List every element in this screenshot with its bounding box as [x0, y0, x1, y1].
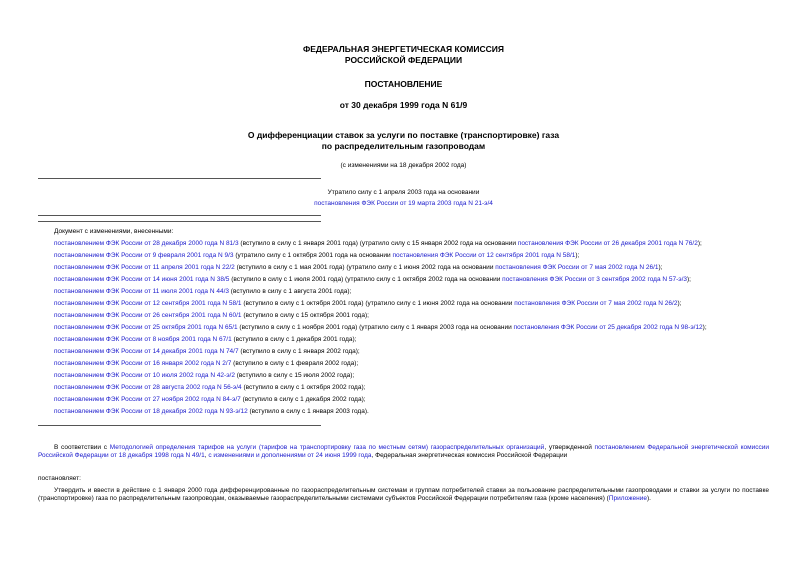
amendment-item	[54, 264, 769, 272]
amendment-item	[54, 372, 769, 380]
amendment-text: (вступило в силу с 1 октября 2001 года) (утратило силу с 1 июня 2002 года на основании	[241, 300, 515, 308]
amendment-text: (утратило силу с 1 октября 2001 года на основании	[233, 252, 393, 260]
amendment-text: (вступило в силу с 1 ноября 2001 года) (утратило силу с 1 января 2003 года на основании	[237, 324, 514, 332]
resolution-49-1-link[interactable]: постановлением Федеральной энергетической комиссии Российской Федерации от 18 декабря 1998 года N 49/1	[38, 444, 770, 460]
doc-title-line2: по распределительным газопроводам	[321, 141, 486, 152]
p1-text-end: , Федеральная энергетическая комиссия Российской Федерации	[371, 452, 568, 460]
amendment-tail: );	[702, 324, 707, 332]
doc-date: от 30 декабря 1999 года N 61/9	[339, 100, 468, 111]
amendment-link[interactable]: постановлением ФЭК России от 9 февраля 2001 года N 9/3	[54, 252, 234, 260]
paragraph-basis	[38, 444, 769, 461]
amendment-link[interactable]: постановлением ФЭК России от 18 декабря 2002 года N 93-э/12	[54, 408, 248, 416]
amendment-item	[54, 300, 769, 308]
amendment-link[interactable]: постановлением ФЭК России от 28 декабря 2000 года N 81/3	[54, 240, 239, 248]
amendment-basis-link[interactable]: постановления ФЭК России от 26 декабря 2001 года N 76/2	[517, 240, 698, 248]
amendment-tail: );	[687, 276, 691, 284]
amendment-item	[54, 252, 769, 260]
amendment-item	[54, 408, 769, 416]
amendment-link[interactable]: постановлением ФЭК России от 8 ноября 2001 года N 67/1	[54, 336, 232, 344]
amendment-text: (вступило в силу с 1 января 2002 года);	[238, 348, 360, 356]
amendment-item	[54, 384, 769, 392]
p3-text: Утвердить и ввести в действие с 1 января 2000 года дифференцированные по газораспределительным системам и группам потребителей ставки за пользование распределительными газопроводами и ставки за услуги по поставке (транспортировке) газа по распределительным газопроводам, оказываемые газораспределительными системами субъектов Российской Федерации потребителям газа (кроме населения) (	[38, 487, 769, 503]
amendment-tail: );	[658, 264, 663, 272]
amendment-item	[38, 324, 769, 332]
changes-note: (с изменениями на 18 декабря 2002 года)	[340, 162, 467, 169]
amendment-item	[54, 336, 769, 344]
amendment-basis-link[interactable]: постановления ФЭК России от 12 сентября 2001 года N 58/1	[392, 252, 576, 260]
divider-3	[38, 221, 321, 222]
amendment-text: (вступило в силу с 15 июля 2002 года);	[234, 372, 355, 380]
amendment-text: (вступило в силу с 1 января 2001 года) (утратило силу с 15 января 2002 года на основании	[238, 240, 518, 248]
amendment-link[interactable]: постановлением ФЭК России от 16 января 2002 года N 2/7	[54, 360, 232, 368]
amendment-basis-link[interactable]: постановления ФЭК России от 25 декабря 2002 года N 98-э/12	[513, 324, 703, 332]
amendment-link[interactable]: постановлением ФЭК России от 27 ноября 2002 года N 84-э/7	[54, 396, 241, 404]
amendment-link[interactable]: постановлением ФЭК России от 11 июля 2001 года N 44/3	[54, 288, 229, 296]
paragraph-approve	[38, 487, 769, 504]
amendment-text: (вступило в силу с 1 июля 2001 года) (утратило силу с 1 октября 2002 года на основании	[229, 276, 503, 284]
org-name-line1: ФЕДЕРАЛЬНАЯ ЭНЕРГЕТИЧЕСКАЯ КОМИССИЯ	[302, 44, 504, 54]
doc-type: ПОСТАНОВЛЕНИЕ	[364, 78, 443, 89]
appendix-link[interactable]: Приложение	[608, 495, 647, 503]
amendment-tail: );	[575, 252, 580, 260]
amendment-item	[38, 240, 769, 248]
amendment-link[interactable]: постановлением ФЭК России от 26 сентября 2001 года N 60/1	[54, 312, 242, 320]
amendment-tail: );	[697, 240, 702, 248]
document-header	[38, 44, 769, 153]
amendment-text: (вступило в силу с 1 декабря 2002 года);	[240, 396, 366, 404]
amendment-text: (вступило в силу с 1 февраля 2002 года);	[231, 360, 359, 368]
amendment-link[interactable]: постановлением ФЭК России от 10 июля 2002 года N 42-э/2	[54, 372, 235, 380]
methodology-link[interactable]: Методологией определения тарифов на услуги (тарифов на транспортировку газа по местным сетям) газораспределительных организаций	[109, 444, 545, 451]
amendment-basis-link[interactable]: постановления ФЭК России от 3 сентября 2002 года N 57-э/3	[502, 276, 688, 284]
divider-4	[38, 425, 321, 426]
p1-text-mid2: ,	[204, 452, 209, 460]
status-link[interactable]: постановления ФЭК России от 19 марта 2003 года N 21-э/4	[314, 200, 493, 208]
amendments-intro: Документ с изменениями, внесенными:	[54, 228, 174, 235]
doc-title-line1: О дифференциации ставок за услуги по поставке (транспортировке) газа	[247, 129, 560, 140]
amendment-item	[54, 276, 769, 284]
amendment-text: (вступило в силу с 1 мая 2001 года) (утратило силу с 1 июня 2002 года на основании	[234, 264, 496, 272]
p3-text-end: ).	[646, 495, 651, 503]
status-text: Утратило силу с 1 апреля 2003 года на основании	[327, 189, 480, 196]
divider-1	[38, 178, 321, 179]
amendment-item	[54, 288, 769, 296]
divider-2	[38, 215, 321, 216]
org-name-line2: РОССИЙСКОЙ ФЕДЕРАЦИИ	[344, 55, 463, 66]
amendment-link[interactable]: постановлением ФЭК России от 14 декабря 2001 года N 74/7	[54, 348, 239, 356]
amendment-tail: );	[677, 300, 682, 308]
amendment-link[interactable]: постановлением ФЭК России от 12 сентября 2001 года N 58/1	[54, 300, 242, 308]
amendments-block	[38, 228, 769, 421]
amendment-link[interactable]: постановлением ФЭК России от 28 августа 2002 года N 56-э/4	[54, 384, 242, 392]
amendment-text: (вступило в силу с 1 августа 2001 года);	[229, 288, 352, 296]
amendment-text: (вступило в силу с 1 декабря 2001 года);	[231, 336, 357, 344]
amendment-link[interactable]: постановлением ФЭК России от 25 октября 2001 года N 65/1	[54, 324, 238, 332]
amendment-text: (вступило в силу с 15 октября 2001 года);	[241, 312, 369, 320]
amendment-basis-link[interactable]: постановления ФЭК России от 7 мая 2002 года N 26/2	[514, 300, 678, 308]
amendments-list	[54, 240, 769, 417]
p1-text-start: В соответствии с	[54, 444, 110, 451]
amendment-item	[54, 396, 769, 404]
amendment-link[interactable]: постановлением ФЭК России от 14 июня 2001 года N 38/5	[54, 276, 230, 284]
amendment-item	[54, 348, 769, 356]
amendments-1999-link[interactable]: с изменениями и дополнениями от 24 июня 1999 года	[208, 452, 372, 460]
amendment-item	[54, 312, 769, 320]
status-block	[38, 189, 769, 209]
p1-text-mid: , утвержденной	[544, 444, 595, 451]
amendment-link[interactable]: постановлением ФЭК России от 11 апреля 2001 года N 22/2	[54, 264, 235, 272]
paragraph-resolves: постановляет:	[38, 475, 81, 482]
amendment-text: (вступило в силу с 1 октября 2002 года);	[241, 384, 366, 392]
amendment-text: (вступило в силу с 1 января 2003 года).	[247, 408, 369, 416]
amendment-basis-link[interactable]: постановления ФЭК России от 7 мая 2002 года N 26/1	[495, 264, 659, 272]
amendment-item	[54, 360, 769, 368]
